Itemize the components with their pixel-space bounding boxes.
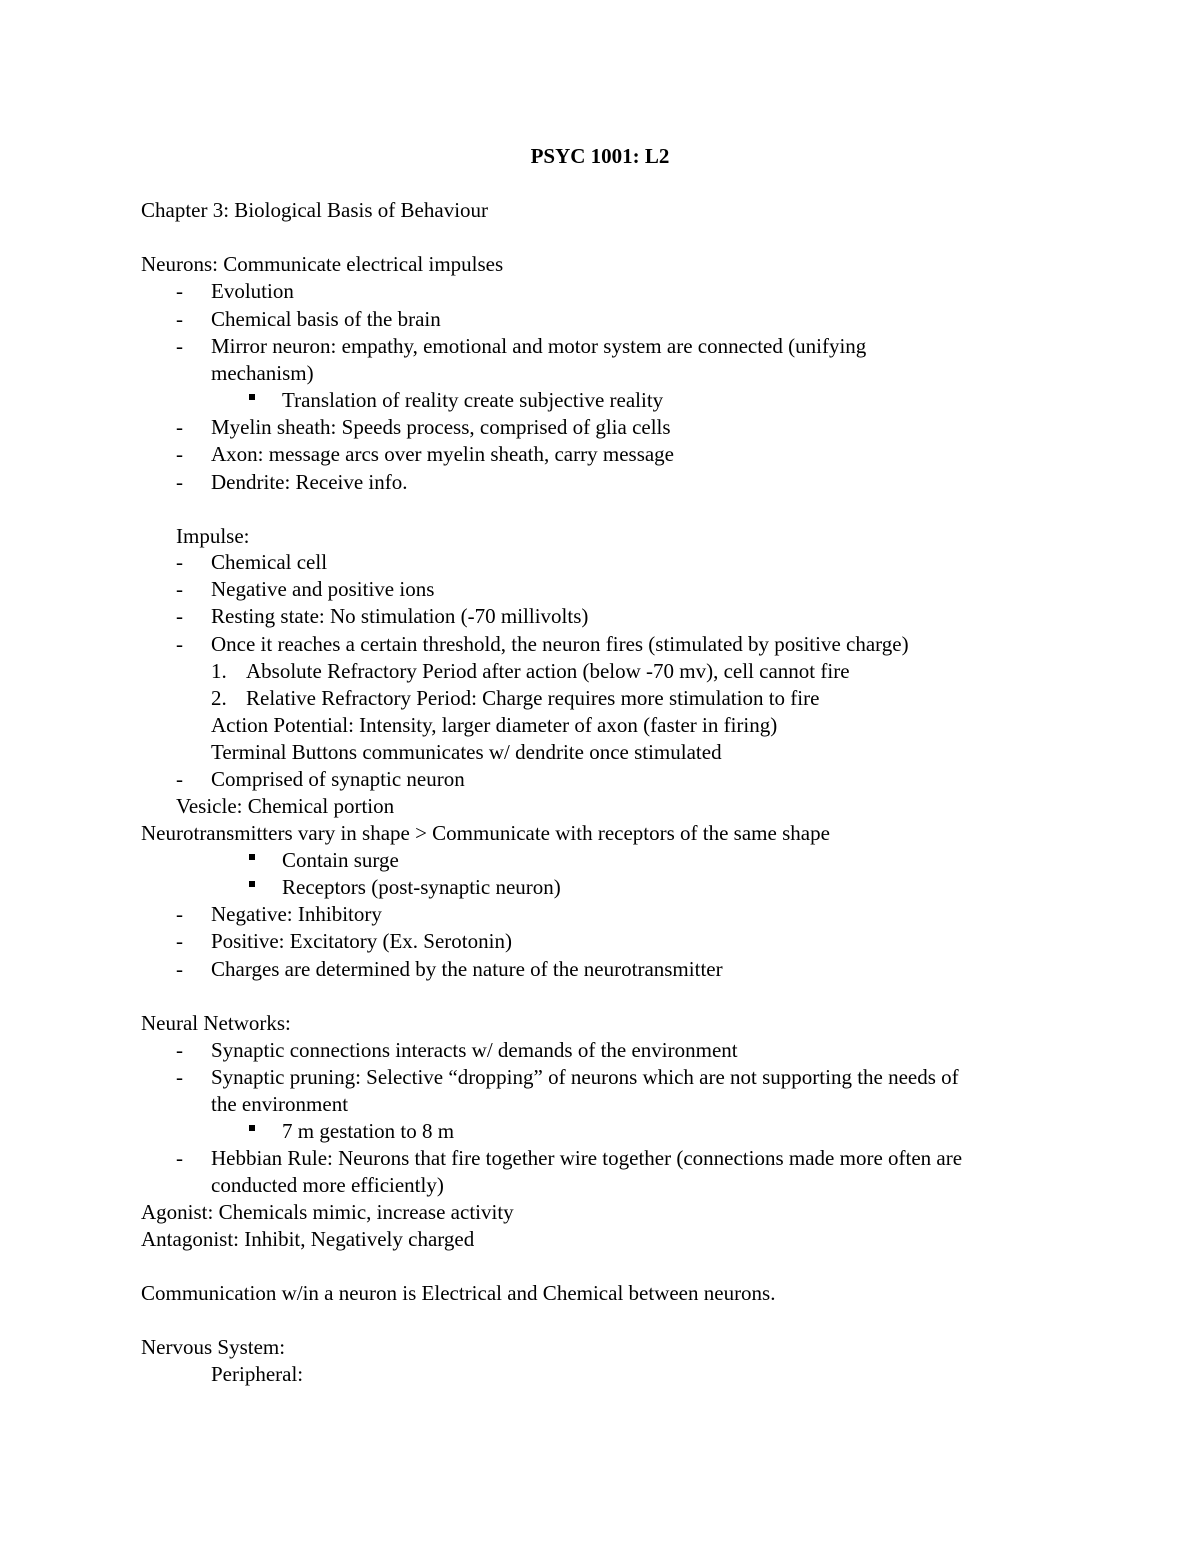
dash-marker: - (176, 1146, 183, 1170)
dash-marker: - (176, 1038, 183, 1062)
list-item: Resting state: No stimulation (-70 millivolts) (211, 604, 589, 628)
square-bullet-icon (249, 1125, 255, 1131)
communication-line: Communication w/in a neuron is Electrical and Chemical between neurons. (141, 1281, 776, 1305)
dash-marker: - (176, 442, 183, 466)
list-item: Hebbian Rule: Neurons that fire together wire together (connections made more often are (211, 1146, 963, 1170)
vesicle-line: Vesicle: Chemical portion (176, 794, 395, 818)
list-item: Synaptic pruning: Selective “dropping” of neurons which are not supporting the needs of (211, 1065, 959, 1089)
numbered-item: Absolute Refractory Period after action (below -70 mv), cell cannot fire (246, 659, 850, 683)
dash-marker: - (176, 767, 183, 791)
sub-list-item: Translation of reality create subjective reality (282, 388, 664, 412)
dash-marker: - (176, 334, 183, 358)
sub-list-item: Contain surge (282, 848, 399, 872)
nervous-system-heading: Nervous System: (141, 1335, 286, 1359)
numbered-item: Relative Refractory Period: Charge requires more stimulation to fire (246, 686, 820, 710)
chapter-heading: Chapter 3: Biological Basis of Behaviour (141, 198, 489, 222)
dash-marker: - (176, 415, 183, 439)
antagonist-line: Antagonist: Inhibit, Negatively charged (141, 1227, 475, 1251)
list-item: Once it reaches a certain threshold, the neuron fires (stimulated by positive charge) (211, 632, 909, 656)
list-item: Negative and positive ions (211, 577, 435, 601)
sub-list-item: Receptors (post-synaptic neuron) (282, 875, 561, 899)
list-item-continuation: the environment (211, 1092, 349, 1116)
dash-marker: - (176, 279, 183, 303)
dash-marker: - (176, 632, 183, 656)
number-marker: 1. (211, 659, 227, 683)
action-potential-line: Action Potential: Intensity, larger diameter of axon (faster in firing) (211, 713, 778, 737)
list-item: Mirror neuron: empathy, emotional and motor system are connected (unifying (211, 334, 867, 358)
list-item: Chemical basis of the brain (211, 307, 441, 331)
list-item: Dendrite: Receive info. (211, 470, 408, 494)
peripheral-line: Peripheral: (211, 1362, 304, 1386)
list-item: Comprised of synaptic neuron (211, 767, 465, 791)
list-item: Axon: message arcs over myelin sheath, carry message (211, 442, 675, 466)
impulse-heading: Impulse: (176, 524, 250, 548)
list-item: Myelin sheath: Speeds process, comprised of glia cells (211, 415, 671, 439)
number-marker: 2. (211, 686, 227, 710)
sub-list-item: 7 m gestation to 8 m (282, 1119, 455, 1143)
list-item: Synaptic connections interacts w/ demands of the environment (211, 1038, 738, 1062)
dash-marker: - (176, 307, 183, 331)
dash-marker: - (176, 902, 183, 926)
dash-marker: - (176, 929, 183, 953)
neurotransmitters-line: Neurotransmitters vary in shape > Communicate with receptors of the same shape (141, 821, 830, 845)
dash-marker: - (176, 550, 183, 574)
dash-marker: - (176, 577, 183, 601)
neural-networks-heading: Neural Networks: (141, 1011, 291, 1035)
square-bullet-icon (249, 881, 255, 887)
document-title: PSYC 1001: L2 (530, 144, 670, 168)
list-item: Charges are determined by the nature of the neurotransmitter (211, 957, 723, 981)
agonist-line: Agonist: Chemicals mimic, increase activity (141, 1200, 514, 1224)
dash-marker: - (176, 957, 183, 981)
list-item: Chemical cell (211, 550, 328, 574)
neurons-heading: Neurons: Communicate electrical impulses (141, 252, 504, 276)
square-bullet-icon (249, 854, 255, 860)
dash-marker: - (176, 470, 183, 494)
list-item-continuation: mechanism) (211, 361, 314, 385)
dash-marker: - (176, 1065, 183, 1089)
list-item-continuation: conducted more efficiently) (211, 1173, 444, 1197)
list-item: Evolution (211, 279, 294, 303)
list-item: Negative: Inhibitory (211, 902, 382, 926)
list-item: Positive: Excitatory (Ex. Serotonin) (211, 929, 512, 953)
square-bullet-icon (249, 394, 255, 400)
terminal-buttons-line: Terminal Buttons communicates w/ dendrite once stimulated (211, 740, 722, 764)
dash-marker: - (176, 604, 183, 628)
